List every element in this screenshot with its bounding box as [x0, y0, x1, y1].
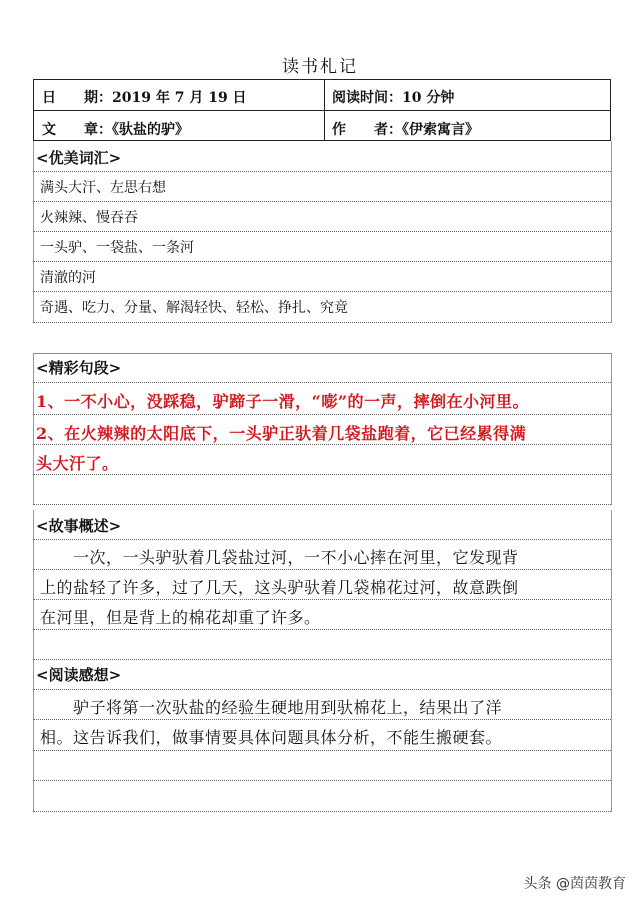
sentences-heading: <精彩句段>	[36, 359, 122, 377]
rule-line	[33, 569, 611, 570]
sentence-line: 2、在火辣辣的太阳底下，一头驴正驮着几袋盐跑着，它已经累得满	[36, 424, 527, 443]
rule-line	[33, 750, 611, 751]
info-table	[33, 79, 611, 141]
vocab-line: 火辣辣、慢吞吞	[40, 210, 138, 226]
rule-line	[33, 780, 611, 781]
rule-line	[33, 659, 611, 660]
summary-right-border	[611, 510, 612, 662]
rule-line	[33, 382, 611, 383]
vocab-line: 奇遇、吃力、分量、解渴轻快、轻松、挣扎、究竟	[40, 300, 348, 316]
vocab-heading: <优美词汇>	[36, 149, 122, 167]
rule-line	[33, 689, 611, 690]
reflection-line: 相。这告诉我们，做事情要具体问题具体分析，不能生搬硬套。	[40, 728, 503, 747]
rule-line	[33, 599, 611, 600]
rule-line	[33, 474, 611, 475]
sentences-left-border	[33, 353, 34, 505]
article-field: 文 章：《驮盐的驴》	[42, 122, 189, 138]
section-top-line	[33, 353, 611, 354]
rule-line	[33, 231, 611, 232]
summary-line: 在河里，但是背上的棉花却重了许多。	[40, 608, 321, 627]
reflection-heading: <阅读感想>	[36, 666, 122, 684]
table-divider-vertical	[324, 80, 325, 140]
rule-line	[33, 261, 611, 262]
reflection-right-border	[611, 662, 612, 812]
rule-line	[33, 322, 611, 323]
table-divider-horizontal	[34, 110, 610, 111]
rule-line	[33, 504, 611, 505]
rule-line	[33, 539, 611, 540]
summary-heading: <故事概述>	[36, 517, 122, 535]
rule-line	[33, 291, 611, 292]
sentence-line: 1、一不小心，没踩稳，驴蹄子一滑，“嘭”的一声，摔倒在小河里。	[36, 392, 530, 411]
rule-line	[33, 444, 611, 445]
summary-line: 一次，一头驴驮着几袋盐过河，一不小心摔在河里，它发现背	[40, 548, 519, 567]
rule-line	[33, 414, 611, 415]
rule-line	[33, 719, 611, 720]
reflection-left-border	[33, 662, 34, 812]
sentence-line: 头大汗了。	[36, 454, 119, 473]
author-field: 作 者：《伊索寓言》	[332, 122, 479, 138]
watermark: 头条 @茵茵教育	[523, 876, 626, 892]
vocab-right-border	[611, 141, 612, 323]
vocab-left-border	[33, 141, 34, 323]
rule-line	[33, 629, 611, 630]
vocab-line: 清澈的河	[40, 270, 96, 286]
rule-line	[33, 201, 611, 202]
rule-line	[33, 811, 611, 812]
vocab-line: 满头大汗、左思右想	[40, 180, 166, 196]
sentences-right-border	[611, 353, 612, 505]
summary-left-border	[33, 510, 34, 662]
vocab-line: 一头驴、一袋盐、一条河	[40, 240, 194, 256]
page-title: 读书札记	[282, 57, 358, 77]
date-field: 日 期：2019 年 7 月 19 日	[42, 90, 247, 106]
summary-line: 上的盐轻了许多，过了几天，这头驴驮着几袋棉花过河，故意跌倒	[40, 578, 519, 597]
reflection-line: 驴子将第一次驮盐的经验生硬地用到驮棉花上，结果出了洋	[40, 698, 503, 717]
rule-line	[33, 171, 611, 172]
reading-time-field: 阅读时间：10 分钟	[332, 90, 455, 106]
